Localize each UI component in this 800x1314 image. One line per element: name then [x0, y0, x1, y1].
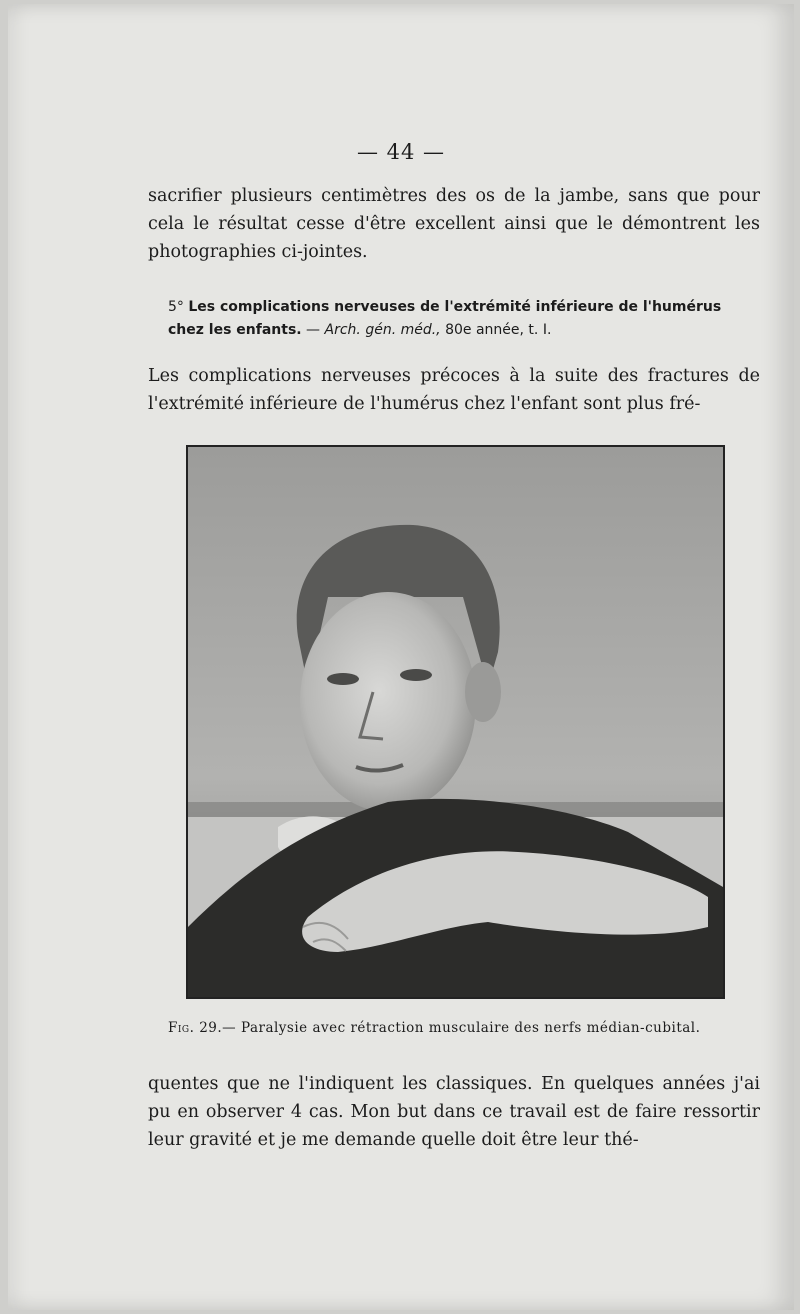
paragraph-intro: sacrifier plusieurs centimètres des os de la jambe, sans que pour cela le résultat cesse d'être excellent ainsi que le démontrent les photographies ci-jointes.	[148, 186, 760, 262]
paragraph-complications: Les complications nerveuses précoces à la suite des fractures de l'extrémité inférieure de l'humérus chez l'enfant sont plus fré-	[148, 366, 760, 414]
page-number: — 44 —	[356, 140, 446, 164]
book-page	[8, 4, 794, 1310]
figure-photograph	[186, 445, 725, 999]
figure-caption	[168, 1020, 768, 1036]
reference-title: Les complications nerveuses de l'extrémité inférieure de l'humérus chez les enfants.	[168, 299, 722, 338]
reference-details: 80e année, t. I.	[445, 322, 552, 338]
reference-entry: 5° Les complications nerveuses de l'extrémité inférieure de l'humérus chez les enfants. — Arch. gén. méd., 80e année, t. I.	[168, 299, 722, 338]
reference-number: 5°	[168, 299, 184, 315]
paragraph-purpose: quentes que ne l'indiquent les classiques. En quelques années j'ai pu en observer 4 cas. Mon but dans ce travail est de faire ressortir leur gravité et je me demande quelle doit être leur thé-	[148, 1074, 760, 1150]
child-portrait-photo	[188, 447, 723, 997]
figure-caption-text: — Paralysie avec rétraction musculaire des nerfs médian-cubital.	[222, 1020, 701, 1036]
reference-journal: Arch. gén. méd.,	[324, 322, 441, 338]
figure-label: Fig. 29.	[168, 1020, 223, 1036]
